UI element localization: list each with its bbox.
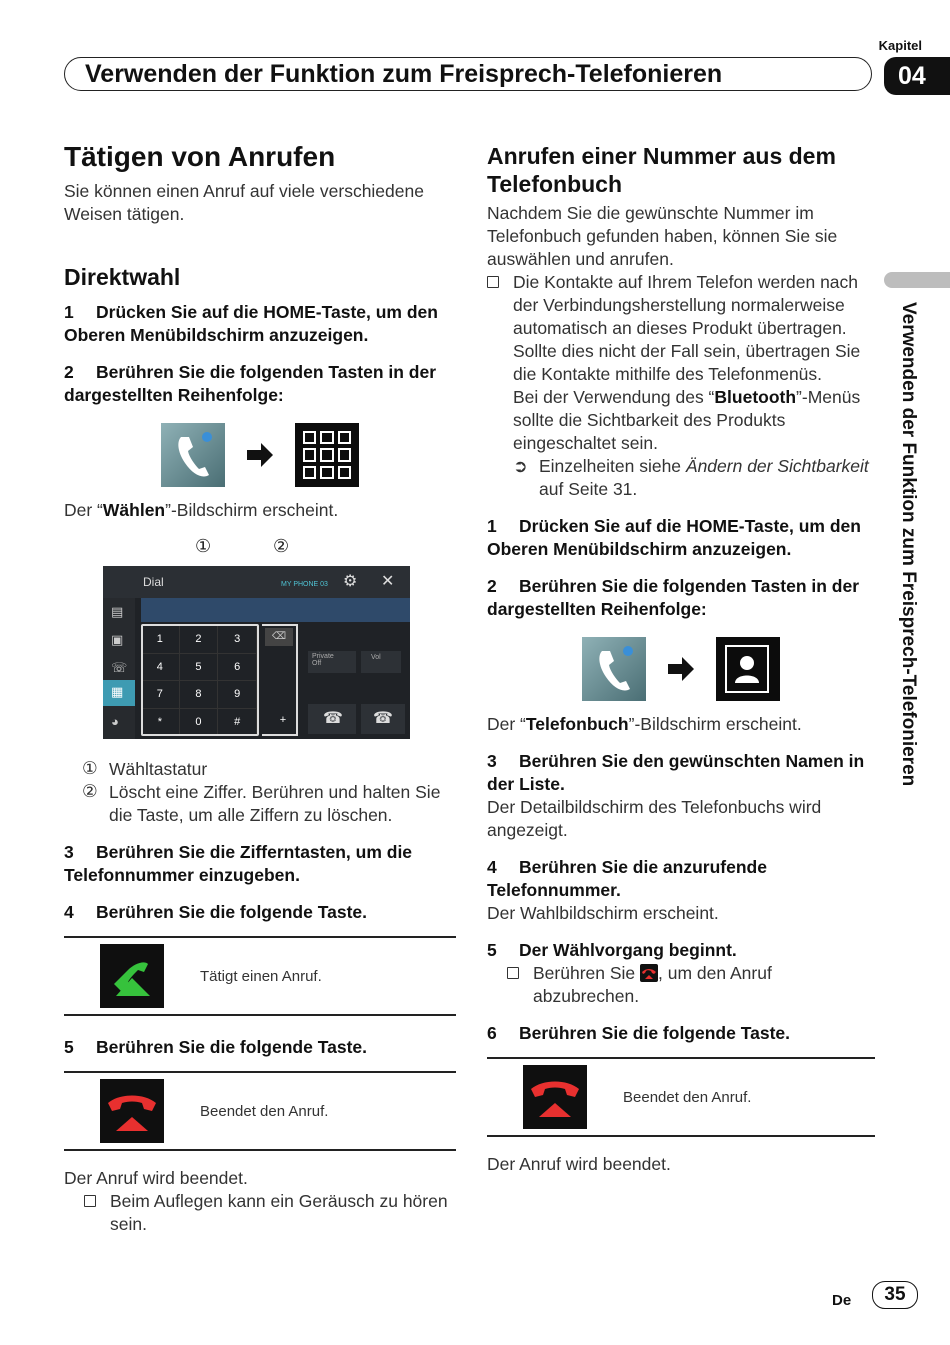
plus-key[interactable]: + xyxy=(279,714,287,726)
dial-screen-caption: Der “Wählen”-Bildschirm erscheint. xyxy=(64,500,339,520)
contacts-icon: ▣ xyxy=(111,632,124,647)
pb-step-5: 5 Der Wählvorgang beginnt. xyxy=(487,940,737,960)
page-header-title: Verwenden der Funktion zum Freisprech-Telefonieren xyxy=(64,57,872,91)
icon-sequence-phonebook xyxy=(487,637,875,701)
side-tab-bar xyxy=(884,272,950,288)
phone-menu-icon xyxy=(161,423,225,487)
section-intro: Sie können einen Anruf auf viele verschiedene Weisen tätigen. xyxy=(64,181,424,224)
step-2: 2 Berühren Sie die folgenden Tasten in der dargestellten Reihenfolge: xyxy=(64,362,437,405)
arrow-right-icon xyxy=(666,654,696,684)
contacts-transfer-note: Die Kontakte auf Ihrem Telefon werden nach der Verbindungsherstellung normalerweise automatisch an dieses Produkt übertragen. Sollte dies nicht der Fall sein, übertragen Sie die Kontakte mithilfe des Telefonmenüs. Bei der Verwendung des “Bluetooth”-Menüs sollte die Sichtbarkeit des Produkts eingeschaltet sein. ➲ Einzelheiten siehe Ändern der Sichtbarkeit auf Seite 31. xyxy=(487,271,875,501)
pb-end-key-description: Beendet den Anruf. xyxy=(623,1088,752,1106)
dial-screen xyxy=(103,566,410,739)
step-1: 1 Drücken Sie auf die HOME-Taste, um den Oberen Menübildschirm anzuzeigen. xyxy=(64,302,438,345)
recent-calls-icon: ☏ xyxy=(111,660,128,675)
green-call-icon xyxy=(100,944,164,1008)
pb-step-1: 1 Drücken Sie auf die HOME-Taste, um den Oberen Menübildschirm anzuzeigen. xyxy=(487,516,861,559)
kapitel-label: Kapitel xyxy=(878,38,922,53)
cancel-call-note: Berühren Sie , um den Anruf abzubrechen. xyxy=(507,962,875,1008)
dial-key[interactable]: 0 xyxy=(180,709,219,737)
end-key-description: Beendet den Anruf. xyxy=(200,1102,329,1120)
dial-screen-title: Dial xyxy=(143,575,164,589)
dial-key[interactable]: # xyxy=(218,709,257,737)
dial-key[interactable]: 1 xyxy=(141,626,180,654)
legend-item-2: ② Löscht eine Ziffer. Berühren und halten Sie die Taste, um alle Ziffern zu löschen. xyxy=(82,782,441,825)
call-key-table xyxy=(64,936,456,1016)
callout-1: ① xyxy=(195,536,212,557)
dial-key[interactable]: 3 xyxy=(218,626,257,654)
pb-call-ended-text: Der Anruf wird beendet. xyxy=(487,1154,671,1174)
pb-step-3: 3 Berühren Sie den gewünschten Namen in der Liste. xyxy=(487,751,865,794)
heading-direktwahl: Direktwahl xyxy=(64,264,181,290)
dial-key[interactable]: 9 xyxy=(218,681,257,709)
right-column xyxy=(487,142,875,1176)
dial-key[interactable]: 5 xyxy=(180,654,219,682)
section-title-phonebook: Anrufen einer Nummer aus dem Telefonbuch xyxy=(487,143,836,197)
callout-legend xyxy=(64,758,456,827)
device-name: MY PHONE 03 xyxy=(281,581,328,588)
pb-step-2: 2 Berühren Sie die folgenden Tasten in der dargestellten Reihenfolge: xyxy=(487,576,860,619)
dial-key[interactable]: 4 xyxy=(141,654,180,682)
phonebook-intro: Nachdem Sie die gewünschte Nummer im Telefonbuch gefunden haben, können Sie sie auswählen und anrufen. xyxy=(487,203,838,269)
dial-key[interactable]: * xyxy=(141,709,180,737)
volume-button[interactable]: Vol xyxy=(361,651,401,673)
visibility-reference: ➲ Einzelheiten siehe Ändern der Sichtbarkeit auf Seite 31. xyxy=(513,456,869,499)
icon-sequence-dial xyxy=(64,423,456,487)
red-end-call-icon xyxy=(523,1065,587,1129)
step-4: 4 Berühren Sie die folgende Taste. xyxy=(64,902,367,922)
voice-icon: ◕ xyxy=(111,714,119,729)
dial-key[interactable]: 7 xyxy=(141,681,180,709)
end-call-inline-icon xyxy=(640,964,658,982)
page-number: 35 xyxy=(872,1281,918,1309)
left-column xyxy=(64,140,456,1236)
arrow-right-icon xyxy=(245,440,275,470)
dial-key[interactable]: 6 xyxy=(218,654,257,682)
dial-screen-figure xyxy=(103,536,410,756)
pb-step-3-desc: Der Detailbildschirm des Telefonbuchs wird angezeigt. xyxy=(487,797,822,840)
call-key-description: Tätigt einen Anruf. xyxy=(200,967,322,985)
end-key-table xyxy=(64,1071,456,1151)
chapter-number-badge: 04 xyxy=(884,57,950,95)
keypad-tab-icon: ▦ xyxy=(111,684,124,699)
reference-arrow-icon: ➲ xyxy=(513,456,528,476)
private-mode-button[interactable]: Private Off xyxy=(308,651,356,673)
dial-key[interactable]: 8 xyxy=(180,681,219,709)
pb-step-4-desc: Der Wahlbildschirm erscheint. xyxy=(487,903,719,923)
side-tab-label: Verwenden der Funktion zum Freisprech-Telefonieren xyxy=(898,302,919,787)
keypad-highlight xyxy=(141,624,259,736)
call-handset-icon: ☎ xyxy=(323,710,343,727)
hangup-note: Beim Auflegen kann ein Geräusch zu hören sein. xyxy=(84,1190,456,1236)
keypad-icon xyxy=(295,423,359,487)
phonebook-icon xyxy=(716,637,780,701)
delete-key[interactable]: ⌫ xyxy=(265,628,293,646)
phonebook-screen-caption: Der “Telefonbuch”-Bildschirm erscheint. xyxy=(487,714,802,734)
dial-key[interactable]: 2 xyxy=(180,626,219,654)
close-icon: ✕ xyxy=(381,573,395,590)
step-5: 5 Berühren Sie die folgende Taste. xyxy=(64,1037,367,1057)
legend-item-1: ① Wähltastatur xyxy=(82,759,208,779)
settings-gear-icon: ⚙ xyxy=(343,573,358,590)
pb-end-key-table xyxy=(487,1057,875,1137)
phone-menu-icon xyxy=(582,637,646,701)
step-3: 3 Berühren Sie die Zifferntasten, um die Telefonnummer einzugeben. xyxy=(64,842,413,885)
callout-2: ② xyxy=(273,536,290,557)
history-icon: ▤ xyxy=(111,604,124,619)
call-ended-text: Der Anruf wird beendet. xyxy=(64,1168,248,1188)
section-title-calls: Tätigen von Anrufen xyxy=(64,141,336,172)
pb-step-4: 4 Berühren Sie die anzurufende Telefonnummer. xyxy=(487,857,767,900)
pb-step-6: 6 Berühren Sie die folgende Taste. xyxy=(487,1023,790,1043)
language-label: De xyxy=(832,1292,852,1309)
red-end-call-icon xyxy=(100,1079,164,1143)
end-handset-icon: ☎ xyxy=(373,710,393,727)
